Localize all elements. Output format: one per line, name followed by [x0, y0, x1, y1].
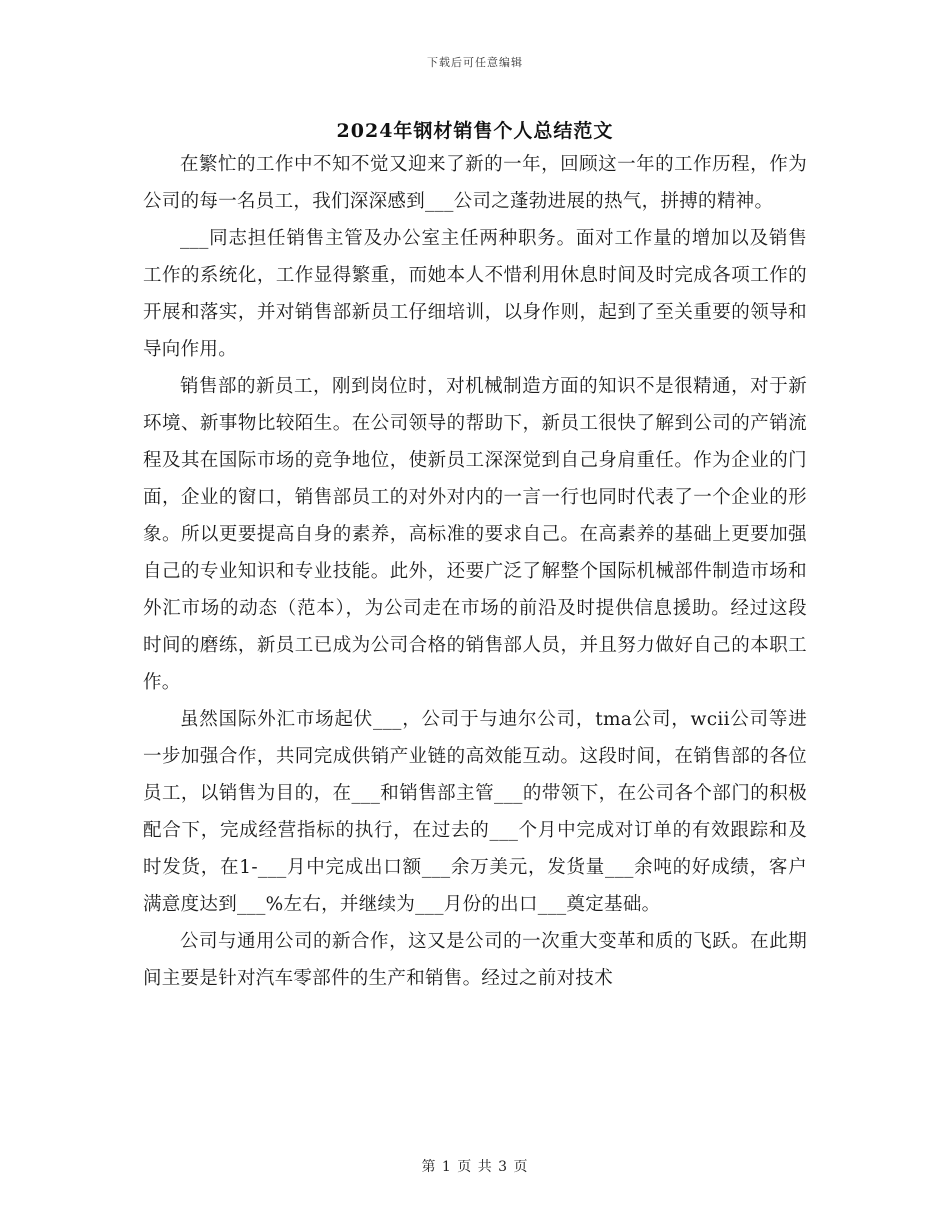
document-body [143, 146, 807, 997]
paragraph-4: 虽然国际外汇市场起伏___，公司于与迪尔公司，tma公司，wcii公司等进一步加强合作，共同完成供销产业链的高效能互动。这段时间，在销售部的各位员工，以销售为目的，在___和销售部主管___的带领下，在公司各个部门的积极配合下，完成经营指标的执行，在过去的___个月中完成对订单的有效跟踪和及时发货，在1-___月中完成出口额___余万美元，发货量___余吨的好成绩，客户满意度达到___%左右，并继续为___月份的出口___奠定基础。 [143, 709, 807, 915]
page-header-note: 下载后可任意编辑 [427, 56, 523, 69]
paragraph-3: 销售部的新员工，刚到岗位时，对机械制造方面的知识不是很精通，对于新环境、新事物比较陌生。在公司领导的帮助下，新员工很快了解到公司的产销流程及其在国际市场的竞争地位，使新员工深深觉到自己身肩重任。作为企业的门面，企业的窗口，销售部员工的对外对内的一言一行也同时代表了一个企业的形象。所以更要提高自身的素养，高标准的要求自己。在高素养的基础上更要加强自己的专业知识和专业技能。此外，还要广泛了解整个国际机械部件制造市场和外汇市场的动态（范本），为公司走在市场的前沿及时提供信息援助。经过这段时间的磨练，新员工已成为公司合格的销售部人员，并且努力做好自己的本职工作。 [143, 376, 807, 693]
page-number: 第 1 页 共 3 页 [421, 1159, 529, 1175]
paragraph-1: 在繁忙的工作中不知不觉又迎来了新的一年，回顾这一年的工作历程，作为公司的每一名员工，我们深深感到___公司之蓬勃进展的热气，拼搏的精神。 [143, 154, 807, 212]
paragraph-2: ___同志担任销售主管及办公室主任两种职务。面对工作量的增加以及销售工作的系统化，工作显得繁重，而她本人不惜利用休息时间及时完成各项工作的开展和落实，并对销售部新员工仔细培训，以身作则，起到了至关重要的领导和导向作用。 [143, 228, 807, 360]
document-title: 2024年钢材销售个人总结范文 [336, 120, 614, 142]
paragraph-5: 公司与通用公司的新合作，这又是公司的一次重大变革和质的飞跃。在此期间主要是针对汽车零部件的生产和销售。经过之前对技术 [143, 931, 807, 989]
